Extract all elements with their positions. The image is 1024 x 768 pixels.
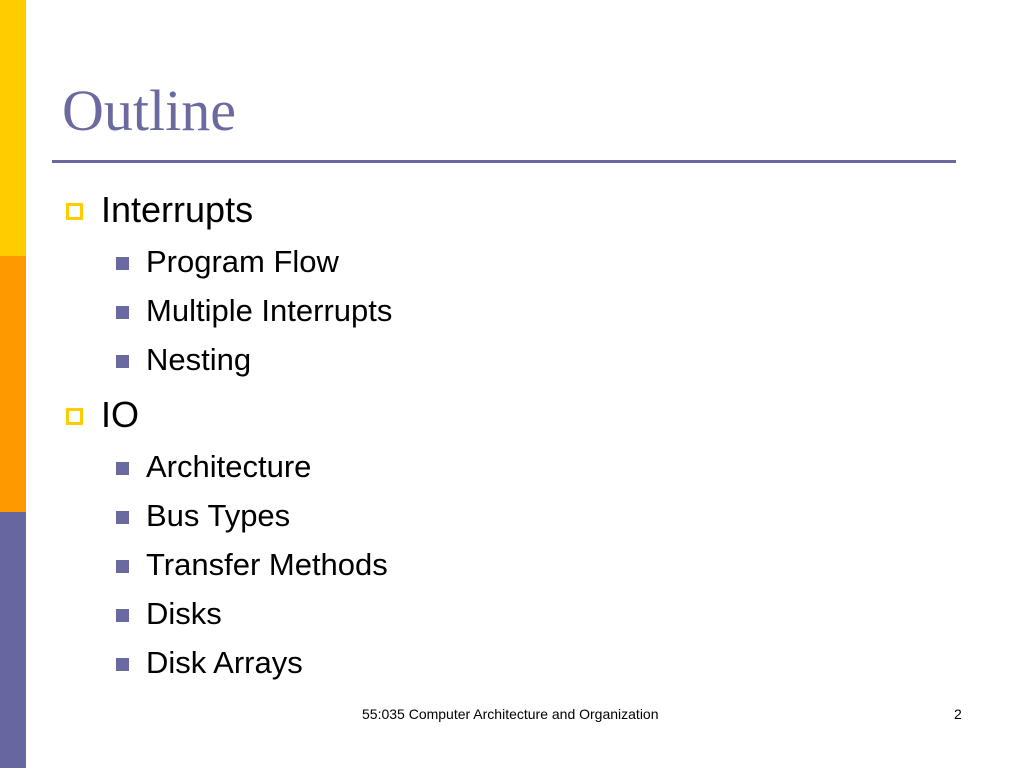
outline-item-interrupts bbox=[66, 189, 254, 230]
outline-item-label: IO bbox=[101, 394, 140, 435]
slide-title: Outline bbox=[62, 78, 236, 143]
outline-subitem-label: Disk Arrays bbox=[146, 645, 303, 680]
slide-footer: 55:035 Computer Architecture and Organization bbox=[362, 706, 659, 722]
hollow-square-bullet-icon bbox=[66, 203, 83, 220]
outline-subitem-label: Architecture bbox=[146, 449, 312, 484]
outline-subitem bbox=[116, 598, 222, 629]
outline-subitem-label: Transfer Methods bbox=[146, 547, 388, 582]
outline-subitem-label: Nesting bbox=[146, 342, 252, 377]
outline-subitem-label: Program Flow bbox=[146, 244, 339, 279]
outline-subitem-label: Bus Types bbox=[146, 498, 291, 533]
outline-subitem bbox=[116, 500, 290, 531]
outline-subitem bbox=[116, 295, 392, 326]
outline-subitem bbox=[116, 344, 251, 375]
outline-subitem bbox=[116, 451, 311, 482]
filled-square-bullet-icon bbox=[116, 355, 129, 368]
filled-square-bullet-icon bbox=[116, 609, 129, 622]
outline-item-io bbox=[66, 394, 140, 435]
outline-item-label: Interrupts bbox=[101, 189, 254, 230]
page-number: 2 bbox=[954, 706, 962, 722]
filled-square-bullet-icon bbox=[116, 462, 129, 475]
outline-subitem bbox=[116, 647, 303, 678]
filled-square-bullet-icon bbox=[116, 658, 129, 671]
filled-square-bullet-icon bbox=[116, 306, 129, 319]
filled-square-bullet-icon bbox=[116, 560, 129, 573]
filled-square-bullet-icon bbox=[116, 511, 129, 524]
outline-subitem bbox=[116, 246, 339, 277]
outline-subitem-label: Disks bbox=[146, 596, 222, 631]
outline-subitem bbox=[116, 549, 388, 580]
outline-subitem-label: Multiple Interrupts bbox=[146, 293, 393, 328]
hollow-square-bullet-icon bbox=[66, 408, 83, 425]
filled-square-bullet-icon bbox=[116, 257, 129, 270]
